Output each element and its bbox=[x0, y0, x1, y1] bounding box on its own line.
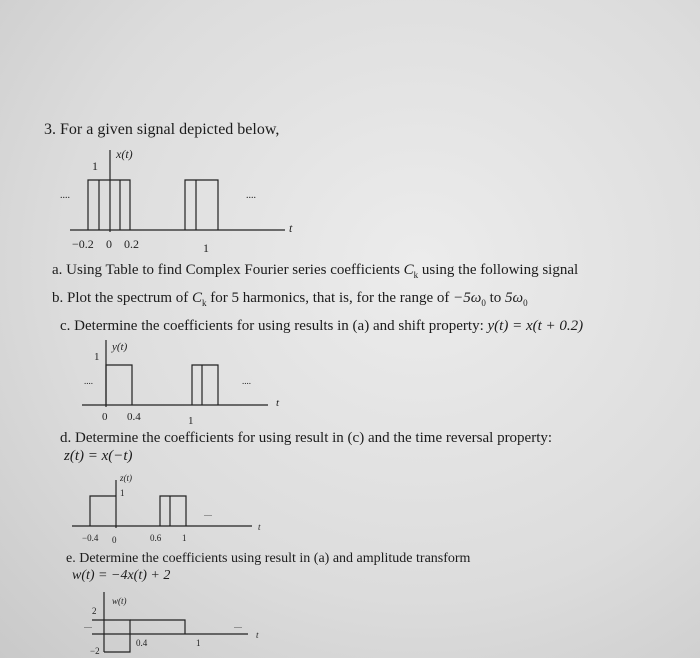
tick-label: 0 bbox=[102, 411, 108, 423]
x-axis-label: t bbox=[256, 630, 259, 640]
ellipsis: .... bbox=[60, 190, 70, 201]
tick-label: 1 bbox=[196, 638, 201, 648]
amp-label: 1 bbox=[120, 488, 125, 498]
part-e: e. Determine the coefficients using result in (a) and amplitude transform bbox=[66, 551, 471, 566]
tick-label: 1 bbox=[188, 415, 194, 427]
x-axis-label: t bbox=[276, 397, 280, 409]
tick-label: −0.2 bbox=[72, 237, 94, 251]
ellipsis: .... bbox=[84, 621, 92, 630]
ellipsis: .... bbox=[246, 190, 256, 201]
tick-label: 0.4 bbox=[127, 411, 141, 423]
x-axis-label: t bbox=[289, 221, 293, 235]
part-e-equation: w(t) = −4x(t) + 2 bbox=[72, 568, 171, 583]
y-axis-label: w(t) bbox=[112, 596, 127, 606]
ellipsis: .... bbox=[234, 621, 242, 630]
tick-label: 1 bbox=[182, 533, 187, 543]
tick-label: 0 bbox=[106, 237, 112, 251]
high-label: 2 bbox=[92, 606, 97, 616]
y-axis-label: z(t) bbox=[120, 473, 132, 483]
tick-label: 1 bbox=[203, 241, 209, 255]
ellipsis: .... bbox=[242, 376, 251, 386]
problem-title: 3. For a given signal depicted below, bbox=[44, 121, 280, 138]
ellipsis: .... bbox=[204, 509, 212, 518]
amp-label: 1 bbox=[94, 351, 100, 363]
part-c: c. Determine the coefficients for using results in (a) and shift property: y(t) = x(t + 0.2) bbox=[60, 318, 584, 334]
low-label: −2 bbox=[90, 646, 100, 656]
y-axis-label: y(t) bbox=[112, 341, 128, 353]
ellipsis: .... bbox=[84, 376, 93, 386]
part-b: b. Plot the spectrum of $C_k$ for 5 harmonics, that is, for the range of $-5\omega_0$ to $5\omega_0$ bbox=[52, 290, 528, 308]
tick-label: 0 bbox=[112, 535, 117, 545]
tick-label: 0.4 bbox=[136, 638, 148, 648]
tick-label: 0.6 bbox=[150, 533, 162, 543]
part-d: d. Determine the coefficients for using result in (c) and the time reversal property: bbox=[60, 430, 553, 446]
waveform bbox=[130, 620, 185, 634]
part-a: a. Using Table to find Complex Fourier series coefficients $C_k$ using the following signal bbox=[52, 262, 579, 280]
y-axis-label: x(t) bbox=[116, 147, 133, 161]
tick-label: 0.2 bbox=[124, 237, 139, 251]
tick-label: −0.4 bbox=[82, 533, 99, 543]
amp-label: 1 bbox=[92, 159, 98, 173]
part-d-equation: z(t) = x(−t) bbox=[64, 448, 133, 464]
x-axis-label: t bbox=[258, 522, 261, 532]
